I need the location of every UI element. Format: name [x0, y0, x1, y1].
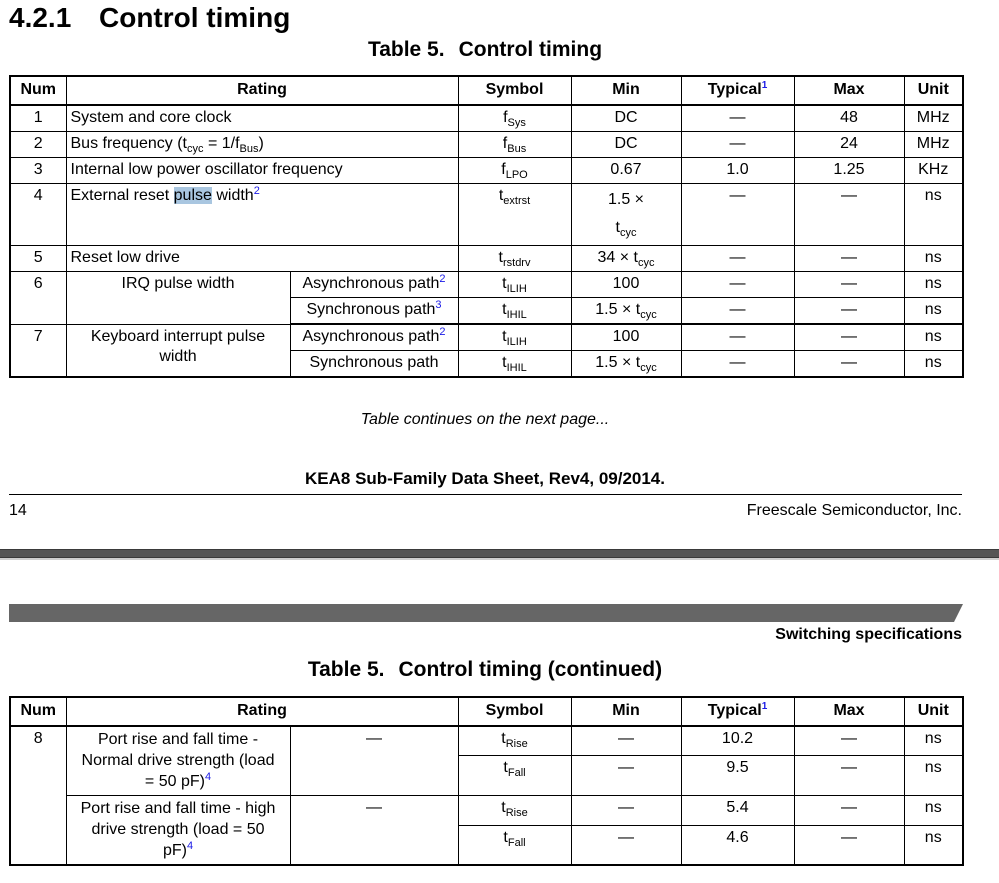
cell-max: —: [794, 351, 904, 378]
cell-unit: ns: [904, 756, 963, 796]
table-label: Table 5.: [307, 658, 385, 681]
cell-typical: —: [681, 298, 794, 325]
page-number: 14: [9, 502, 27, 519]
cell-rating: Reset low drive: [66, 246, 458, 272]
footnote-link[interactable]: 2: [439, 273, 446, 285]
control-timing-table-continued: [9, 696, 964, 866]
cell-unit: ns: [904, 726, 963, 756]
header-symbol: Symbol: [458, 697, 571, 726]
cell-symbol: $t_{Rise}$: [458, 726, 571, 756]
cell-num: 7: [10, 324, 66, 377]
header-rating: Rating: [66, 76, 458, 105]
cell-min: $1.5 \times t_{cyc}$: [571, 351, 681, 378]
cell-unit: ns: [904, 246, 963, 272]
cell-min: DC: [571, 132, 681, 158]
header-num: Num: [10, 697, 66, 726]
cell-symbol: $t_{ILIH}$: [458, 272, 571, 298]
cell-min: $1.5 \times t_{cyc}$: [571, 298, 681, 325]
table-header-row: [10, 697, 963, 726]
table-row: [10, 158, 963, 184]
header-typical: [681, 697, 794, 726]
cell-unit: MHz: [904, 132, 963, 158]
header-max: Max: [794, 697, 904, 726]
cell-unit: ns: [904, 298, 963, 325]
cell-typical: —: [681, 184, 794, 246]
header-unit: Unit: [904, 697, 963, 726]
cell-max: —: [794, 726, 904, 756]
cell-path: Synchronous path: [290, 351, 458, 378]
cell-symbol: $t_{extrst}$: [458, 184, 571, 246]
table-header-row: [10, 76, 963, 105]
cell-max: —: [794, 796, 904, 826]
cell-num: 5: [10, 246, 66, 272]
table-row: [10, 796, 963, 826]
cell-rating: IRQ pulse width: [66, 272, 290, 325]
cell-max: —: [794, 825, 904, 865]
header-num: Num: [10, 76, 66, 105]
cell-typical: —: [681, 246, 794, 272]
cell-rating: External reset pulse width$^2$: [66, 184, 458, 246]
cell-unit: ns: [904, 272, 963, 298]
cell-symbol: $t_{Fall}$: [458, 825, 571, 865]
cell-min: —: [571, 726, 681, 756]
cell-unit: KHz: [904, 158, 963, 184]
cell-typical: 4.6: [681, 825, 794, 865]
page-separator: [0, 549, 999, 558]
cell-max: —: [794, 298, 904, 325]
cell-max: —: [794, 756, 904, 796]
cell-max: —: [794, 246, 904, 272]
cell-rating: Internal low power oscillator frequency: [66, 158, 458, 184]
cell-num: 8: [10, 726, 66, 865]
cell-path: Asynchronous path$^2$: [290, 324, 458, 351]
header-symbol: Symbol: [458, 76, 571, 105]
cell-max: 1.25: [794, 158, 904, 184]
header-band-shape: [9, 604, 963, 622]
cell-max: —: [794, 272, 904, 298]
section-heading: [9, 2, 290, 34]
cell-path: Asynchronous path$^2$: [290, 272, 458, 298]
cell-min: $34 \times t_{cyc}$: [571, 246, 681, 272]
cell-min: 100: [571, 272, 681, 298]
cell-num: 4: [10, 184, 66, 246]
cell-unit: ns: [904, 324, 963, 351]
cell-max: —: [794, 184, 904, 246]
cell-rating: Keyboard interrupt pulse width: [66, 324, 290, 377]
cell-unit: MHz: [904, 105, 963, 132]
cell-typical: —: [681, 132, 794, 158]
footnote-link[interactable]: 1: [761, 701, 768, 712]
footnote-link[interactable]: 4: [186, 840, 194, 852]
table-row: [10, 132, 963, 158]
table-caption: Control timing: [458, 38, 603, 61]
table-label: Table 5.: [367, 38, 445, 61]
cell-min: —: [571, 825, 681, 865]
footnote-link[interactable]: 3: [435, 299, 442, 311]
cell-typical: —: [681, 105, 794, 132]
table-continues-note: Table continues on the next page...: [360, 411, 610, 428]
cell-unit: ns: [904, 184, 963, 246]
header-typical-label: Typical: [707, 702, 762, 719]
table-row: [10, 726, 963, 756]
cell-max: 48: [794, 105, 904, 132]
header-min: Min: [571, 76, 681, 105]
cell-min: —: [571, 796, 681, 826]
control-timing-table: [9, 75, 964, 378]
footer-divider: [9, 494, 962, 495]
header-max: Max: [794, 76, 904, 105]
table-row: [10, 272, 963, 298]
cell-symbol: $f_{Bus}$: [458, 132, 571, 158]
footnote-link[interactable]: 4: [204, 771, 212, 783]
footnote-link[interactable]: 2: [439, 326, 446, 338]
section-number: 4.2.1: [9, 2, 72, 33]
cell-min: —: [571, 756, 681, 796]
selected-text[interactable]: pulse: [173, 187, 212, 204]
table-row: [10, 246, 963, 272]
cell-unit: ns: [904, 825, 963, 865]
cell-symbol: $t_{IHIL}$: [458, 298, 571, 325]
cell-symbol: $f_{LPO}$: [458, 158, 571, 184]
cell-symbol: $f_{Sys}$: [458, 105, 571, 132]
cell-num: 1: [10, 105, 66, 132]
cell-typical: —: [681, 272, 794, 298]
cell-num: 3: [10, 158, 66, 184]
cell-num: 2: [10, 132, 66, 158]
cell-rating: Port rise and fall time - high drive strength (load = 50 pF)$^4$: [66, 796, 290, 866]
page-separator-shadow: [0, 558, 999, 560]
cell-min: 0.67: [571, 158, 681, 184]
cell-condition: —: [290, 796, 458, 866]
table-title-continued: [0, 658, 970, 682]
cell-max: 24: [794, 132, 904, 158]
table-title: [0, 38, 970, 62]
cell-typical: 10.2: [681, 726, 794, 756]
cell-typical: 9.5: [681, 756, 794, 796]
table-caption: Control timing (continued): [398, 658, 663, 681]
cell-min: 1.5 × $t_{cyc}$: [571, 184, 681, 246]
footnote-link[interactable]: 1: [761, 80, 768, 91]
cell-rating: Bus frequency $(t_{cyc} = 1/f_{Bus})$: [66, 132, 458, 158]
cell-symbol: $t_{IHIL}$: [458, 351, 571, 378]
footer-doc-title: KEA8 Sub-Family Data Sheet, Rev4, 09/2014.: [305, 469, 665, 488]
cell-rating: Port rise and fall time - Normal drive strength (load = 50 pF)$^4$: [66, 726, 290, 796]
header-min: Min: [571, 697, 681, 726]
cell-typical: 1.0: [681, 158, 794, 184]
section-title: Control timing: [99, 2, 291, 33]
cell-symbol: $t_{Rise}$: [458, 796, 571, 826]
cell-unit: ns: [904, 796, 963, 826]
cell-path: Synchronous path$^3$: [290, 298, 458, 325]
cell-symbol: $t_{Fall}$: [458, 756, 571, 796]
page-header-band: [9, 604, 963, 622]
cell-typical: —: [681, 351, 794, 378]
header-typical: [681, 76, 794, 105]
cell-min: DC: [571, 105, 681, 132]
table-row: [10, 324, 963, 351]
cell-unit: ns: [904, 351, 963, 378]
cell-symbol: $t_{ILIH}$: [458, 324, 571, 351]
running-head: Switching specifications: [775, 626, 962, 643]
cell-min: 100: [571, 324, 681, 351]
header-rating: Rating: [66, 697, 458, 726]
company-name: Freescale Semiconductor, Inc.: [746, 502, 962, 519]
cell-condition: —: [290, 726, 458, 796]
table-row: [10, 105, 963, 132]
header-unit: Unit: [904, 76, 963, 105]
cell-num: 6: [10, 272, 66, 325]
cell-typical: —: [681, 324, 794, 351]
header-typical-label: Typical: [707, 81, 762, 98]
table-row: [10, 184, 963, 246]
cell-max: —: [794, 324, 904, 351]
cell-rating: System and core clock: [66, 105, 458, 132]
cell-typical: 5.4: [681, 796, 794, 826]
footnote-link[interactable]: 2: [253, 185, 260, 197]
cell-symbol: $t_{rstdrv}$: [458, 246, 571, 272]
